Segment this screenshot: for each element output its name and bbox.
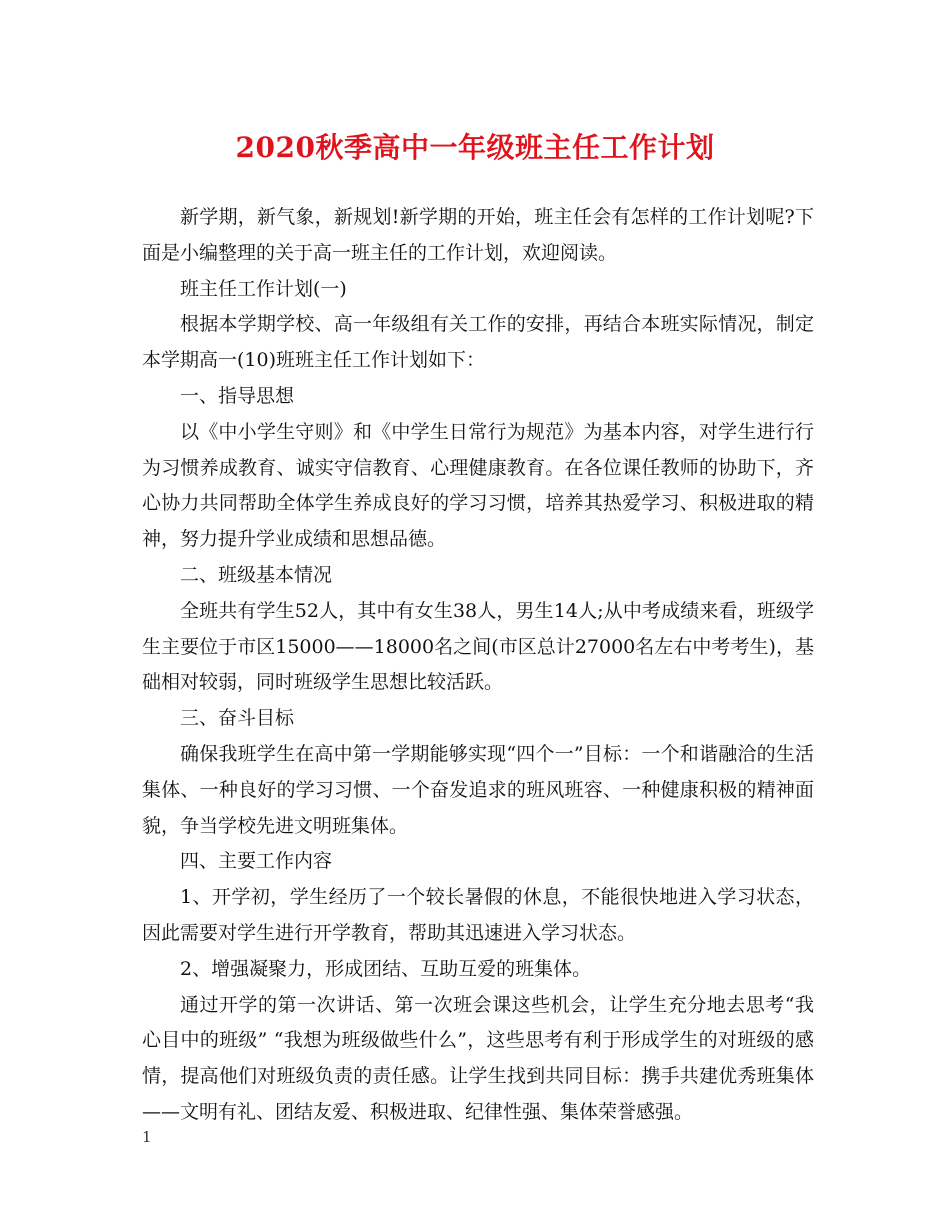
paragraph-cohesion: 通过开学的第一次讲话、第一次班会课这些机会，让学生充分地去思考“我心目中的班级” “我想为班级做些什么”，这些思考有利于形成学生的对班级的感情，提高他们对班级负责的责任感。让学生找到共同目标：携手共建优秀班集体——文明有礼、团结友爱、积极进取、纪律性强、集体荣誉感强。 xyxy=(142,993,814,1123)
paragraph-work-item-2: 2、增强凝聚力，形成团结、互助互爱的班集体。 xyxy=(180,957,592,980)
paragraph-intro: 新学期，新气象，新规划!新学期的开始，班主任会有怎样的工作计划呢?下面是小编整理的关于高一班主任的工作计划，欢迎阅读。 xyxy=(142,206,814,264)
section-heading-plan-one: 班主任工作计划(一) xyxy=(180,277,347,300)
section-heading-guiding-ideology: 一、指导思想 xyxy=(180,384,295,407)
section-heading-goals: 三、奋斗目标 xyxy=(180,707,295,730)
section-heading-class-basics: 二、班级基本情况 xyxy=(180,563,333,586)
document-title: 2020秋季高中一年级班主任工作计划 xyxy=(235,131,715,164)
document-body xyxy=(142,200,814,1131)
paragraph-class-basics: 全班共有学生52人，其中有女生38人，男生14人;从中考成绩来看，班级学生主要位于市区15000——18000名之间(市区总计27000名左右中考考生)，基础相对较弱，同时班级学生思想比较活跃。 xyxy=(142,599,814,694)
page-number: 1 xyxy=(142,1128,152,1146)
paragraph-goals: 确保我班学生在高中第一学期能够实现“四个一”目标：一个和谐融洽的生活集体、一种良好的学习习惯、一个奋发追求的班风班容、一种健康积极的精神面貌，争当学校先进文明班集体。 xyxy=(142,742,814,837)
paragraph-work-item-1: 1、开学初，学生经历了一个较长暑假的休息，不能很快地进入学习状态，因此需要对学生进行开学教育，帮助其迅速进入学习状态。 xyxy=(142,886,814,944)
paragraph-plan-basis: 根据本学期学校、高一年级组有关工作的安排，再结合本班实际情况，制定本学期高一(10)班班主任工作计划如下： xyxy=(142,313,814,372)
paragraph-guiding-ideology: 以《中小学生守则》和《中学生日常行为规范》为基本内容，对学生进行行为习惯养成教育、诚实守信教育、心理健康教育。在各位课任教师的协助下，齐心协力共同帮助全体学生养成良好的学习习惯，培养其热爱学习、积极进取的精神，努力提升学业成绩和思想品德。 xyxy=(142,420,814,551)
section-heading-main-work: 四、主要工作内容 xyxy=(180,850,333,873)
